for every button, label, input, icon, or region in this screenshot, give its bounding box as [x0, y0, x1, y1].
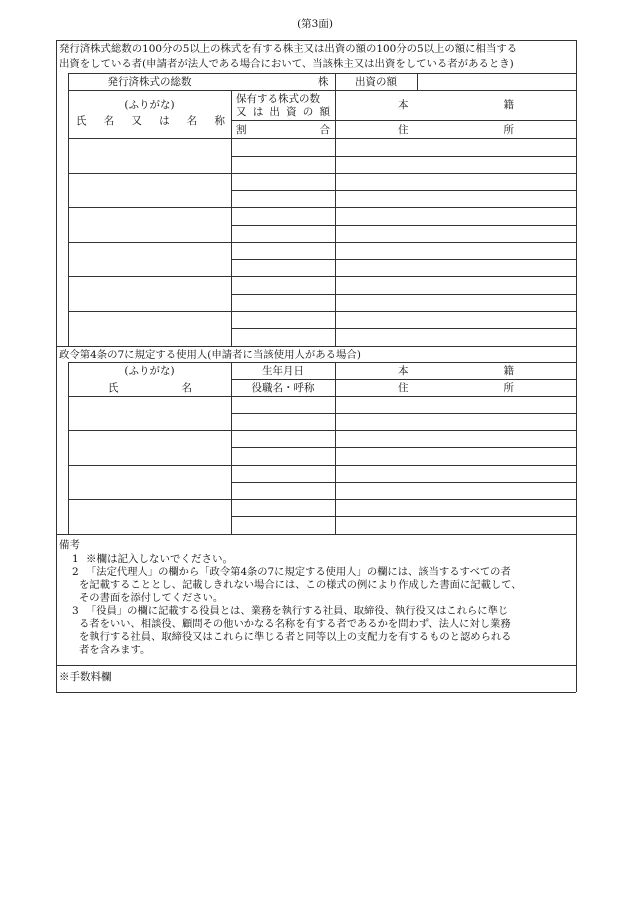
shareholders-heading-line1: 発行済株式総数の100分の5以上の株式を有する株主又は出資の額の100分の5以上の額に相当する [59, 43, 518, 55]
grid-line [68, 242, 576, 243]
name-char: 名 [181, 382, 192, 394]
grid-line [231, 516, 576, 517]
domicile-char: 本 [398, 365, 409, 377]
grid-line [68, 311, 576, 312]
address-label [398, 124, 514, 136]
grid-line [68, 465, 576, 466]
grid-line [231, 294, 576, 295]
name-char: 氏 [76, 115, 87, 127]
shareholders-heading-line2: 出資をしている者(申請者が法人である場合において、当該株主又は出資をしている者があるとき) [59, 58, 514, 70]
grid-line [231, 482, 576, 483]
grid-line [68, 396, 576, 397]
grid-line [335, 73, 336, 346]
grid-line [231, 447, 576, 448]
note-line: ※欄は記入しないでください。 [86, 553, 233, 565]
note-line: 者を含みます。 [79, 644, 151, 656]
name-char: 称 [214, 115, 225, 127]
domicile-char: 本 [398, 99, 409, 111]
note-line: を記載することとし、記載しきれない場合には、この様式の例により作成した書面に記載して、 [79, 579, 522, 591]
address-char: 住 [398, 382, 409, 394]
page-label: (第3面) [297, 18, 333, 30]
name-char: 名 [186, 115, 198, 127]
fee-label: ※手数料欄 [59, 671, 112, 683]
name-char: は [159, 115, 170, 127]
position-label: 役職名・呼称 [251, 382, 315, 394]
address-char: 所 [503, 124, 514, 136]
note-number: 2 [72, 566, 79, 578]
grid-line [231, 190, 576, 191]
total-shares-label: 発行済株式の総数 [107, 76, 192, 88]
ratio-char: 割 [236, 124, 247, 136]
grid-line [68, 499, 576, 500]
grid-line [68, 173, 576, 174]
grid-line [68, 362, 69, 534]
grid-line [231, 379, 576, 380]
grid-line [68, 276, 576, 277]
holding-char: は [252, 106, 264, 118]
holding-char: 資 [286, 106, 297, 118]
employees-heading: 政令第4条の7に規定する使用人(申請者に当該使用人がある場合) [59, 349, 361, 361]
employee-name-label [108, 382, 192, 394]
name-char: 氏 [108, 382, 119, 394]
note-number: 3 [72, 605, 79, 617]
note-line: る者をいい、相談役、顧問その他いかなる名称を有する者であるかを問わず、法人に対し業務 [79, 618, 511, 630]
employee-address-label [398, 382, 514, 394]
grid-line [417, 73, 418, 90]
note-line: 「役員」の欄に記載する役員とは、業務を執行する社員、取締役、執行役又はこれらに準じ [86, 605, 509, 617]
note-number: 1 [72, 553, 79, 565]
holding-char: の [302, 106, 314, 118]
domicile-char: 籍 [503, 99, 514, 111]
name-char: 又 [131, 115, 142, 127]
outer-top-border [56, 40, 576, 41]
grid-line [68, 73, 576, 74]
grid-line [231, 225, 576, 226]
outer-right-border [576, 40, 577, 692]
holding-char: 額 [319, 106, 330, 118]
holding-char: 出 [269, 106, 280, 118]
ratio-char: 合 [319, 124, 330, 136]
furigana-label: (ふりがな) [124, 99, 175, 111]
dob-label: 生年月日 [262, 365, 304, 377]
grid-line [56, 346, 576, 347]
capital-label: 出資の額 [355, 76, 397, 88]
note-line: 「法定代理人」の欄から「政令第4条の7に規定する使用人」の欄には、該当するすべての者 [86, 566, 511, 578]
note-line: を執行する社員、取締役又はこれらに準じる者と同等以上の支配力を有するものと認められる [79, 631, 512, 643]
grid-line [56, 665, 576, 666]
holding-label-line1: 保有する株式の数 [236, 93, 320, 105]
grid-line [68, 362, 576, 363]
grid-line [335, 362, 336, 534]
ratio-label [236, 124, 330, 136]
grid-line [231, 156, 576, 157]
grid-line [56, 534, 576, 535]
outer-left-border [56, 40, 57, 692]
notes-heading: 備考 [59, 539, 80, 551]
domicile-label [398, 99, 514, 111]
employee-domicile-label [398, 365, 514, 377]
name-char: 名 [103, 115, 115, 127]
grid-line [68, 73, 69, 346]
grid-line [231, 259, 576, 260]
address-char: 住 [398, 124, 409, 136]
name-label [76, 115, 225, 127]
grid-line [231, 120, 576, 121]
domicile-char: 籍 [503, 365, 514, 377]
grid-line [68, 138, 576, 139]
grid-line [68, 207, 576, 208]
holding-label-line2 [236, 106, 330, 118]
shares-unit: 株 [318, 76, 329, 88]
grid-line [231, 90, 232, 346]
grid-line [231, 413, 576, 414]
outer-bottom-border [56, 692, 576, 693]
grid-line [68, 90, 576, 91]
grid-line [68, 430, 576, 431]
employee-furigana-label: (ふりがな) [124, 365, 175, 377]
grid-line [231, 328, 576, 329]
note-line: その書面を添付してください。 [79, 592, 224, 604]
address-char: 所 [503, 382, 514, 394]
holding-char: 又 [236, 106, 247, 118]
